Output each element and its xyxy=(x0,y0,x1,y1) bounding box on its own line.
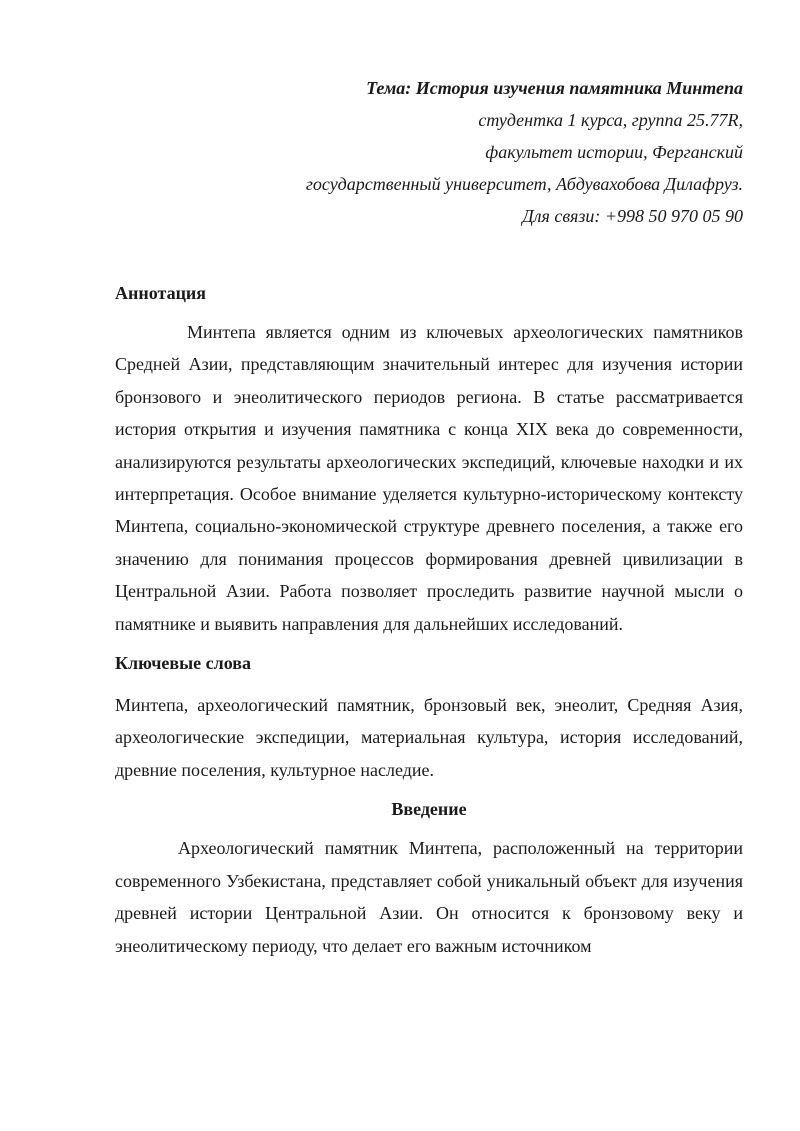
introduction-text: Археологический памятник Минтепа, расположенный на территории современного Узбекистана, представляет собой уникальный объект для изучения древней истории Центральной Азии. Он относится к бронзовому веку и энеолитическому периоду, что делает его важным источником xyxy=(115,838,743,956)
keywords-text: Минтепа, археологический памятник, бронзовый век, энеолит, Средняя Азия, археологические экспедиции, материальная культура, история исследований, древние поселения, культурное наследие. xyxy=(115,695,743,780)
annotation-heading: Аннотация xyxy=(115,283,207,303)
author-line-course: студентка 1 курса, группа 25.77R, xyxy=(478,110,743,130)
author-line-faculty: факультет истории, Ферганский xyxy=(485,142,743,162)
contact-line: Для связи: +998 50 970 05 90 xyxy=(522,206,743,226)
keywords-heading: Ключевые слова xyxy=(115,653,251,674)
author-line-university: государственный университет, Абдувахобова Дилафруз. xyxy=(305,174,743,194)
document-page xyxy=(115,72,743,962)
annotation-text: Минтепа является одним из ключевых археологических памятников Средней Азии, представляющим значительный интерес для изучения истории бронзового и энеолитического периодов региона. В статье рассматривается история открытия и изучения памятника с конца XIX века до современности, анализируются результаты археологических экспедиций, ключевые находки и их интерпретация. Особое внимание уделяется культурно-историческому контексту Минтепа, социально-экономической структуре древнего поселения, а также его значению для понимания процессов формирования древней цивилизации в Центральной Азии. Работа позволяет проследить развитие научной мысли о памятнике и выявить направления для дальнейших исследований. xyxy=(115,322,743,634)
author-header xyxy=(115,72,743,232)
introduction-heading: Введение xyxy=(391,799,467,820)
topic-title: Тема: История изучения памятника Минтепа xyxy=(366,78,743,98)
